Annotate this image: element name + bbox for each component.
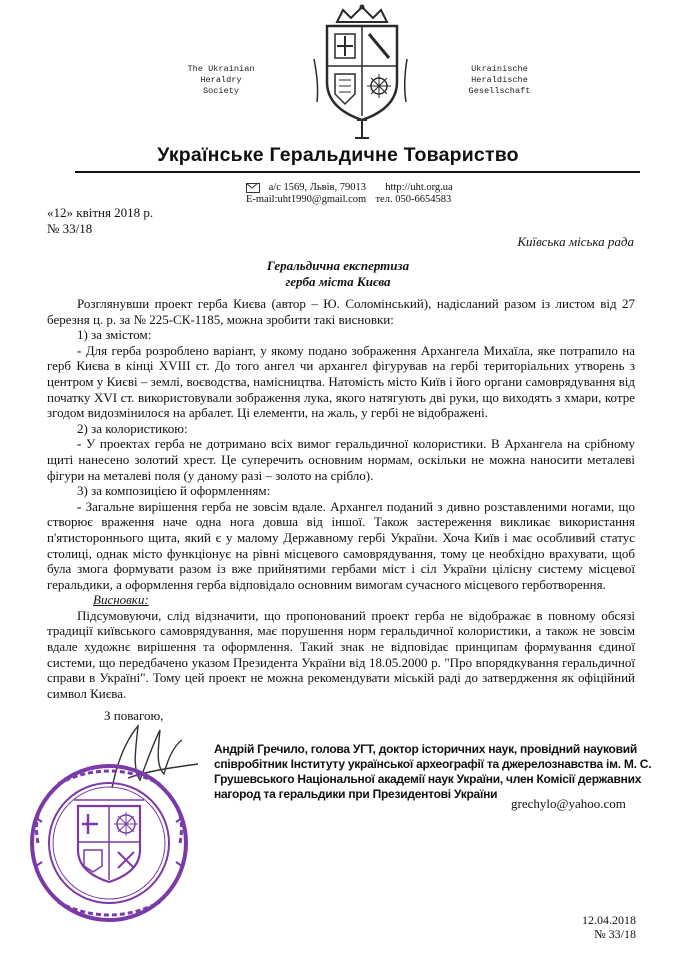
footer-date: 12.04.2018 <box>582 913 636 927</box>
section-3-heading: 3) за композицією й оформленням: <box>77 483 271 499</box>
letter-body <box>47 296 635 701</box>
org-title: Українське Геральдичне Товариство <box>157 144 519 166</box>
closing-regards: З повагою, <box>104 708 164 723</box>
footer-number: № 33/18 <box>594 927 636 941</box>
recipient: Київська міська рада <box>517 234 634 249</box>
contact-line-2 <box>246 193 526 206</box>
section-2-text: - У проектах герба не дотримано всіх вимог геральдичної колористики. В Архангела на срібному щиті нанесено золотий хрест. Це суперечить основним нормам, оскільки не можна наносити металеві фігури на металеві поля (у даному разі – золото на срібло). <box>47 436 635 483</box>
coat-of-arms-icon <box>313 4 411 140</box>
signer-email[interactable]: grechylo@yahoo.com <box>511 796 626 811</box>
document-title: Геральдична експертиза герба міста Києва <box>266 258 410 289</box>
section-1-heading: 1) за змістом: <box>77 327 152 343</box>
email-address[interactable]: E-mail:uht1990@gmail.com <box>246 194 367 205</box>
phone-number: тел. 050-6654583 <box>375 194 452 205</box>
org-name-german: Ukrainische Heraldische Gesellschaft <box>468 64 531 96</box>
conclusions-text: Підсумовуючи, слід відзначити, що пропонований проект герба не відображає в повному обсязі традиції київського самоврядування, має порушення норм геральдичної колористики, а також не зовсім вдале художнє вирішення та оформлення. Такий знак не відповідає принципам формування єдиної системи, що передбачено указом Президента України від 18.05.2000 р. "Про впорядкування геральдичної справи в Україні". Тому цей проект не можна рекомендувати міській раді до затвердження як офіційний символ Києва. <box>47 607 635 701</box>
website-link[interactable]: http://uht.org.ua <box>385 182 453 193</box>
intro-paragraph: Розглянувши проект герба Києва (автор – Ю. Соломінський), надісланий разом із листом від 27 березня ц. р. за № 225-СК-1185, можна зробити такі висновки: <box>47 296 635 327</box>
round-seal-stamp-icon <box>28 762 190 924</box>
header-divider <box>75 171 640 173</box>
letter-date: «12» квітня 2018 р. <box>47 205 154 220</box>
conclusions-heading: Висновки: <box>93 592 149 608</box>
section-1-text: - Для герба розроблено варіант, у якому подано зображення Архангела Михаїла, яке потрапило на герб Києва в кінці XVIII ст. До того ангел чи архангел фігурував на гербі територіальних утворень з центром у Києві – землі, воєводства, намісництва. Натомість місто Київ і його органи самоврядування від початку XVI ст. використовували зображення лука, якого натягують дві руки, що виходять з хмари, котре згодом видозмінилося на арбалет. Ці елементи, на жаль, у гербі не відображені. <box>47 342 635 421</box>
footer-reference <box>530 913 636 941</box>
section-3-text: - Загальне вирішення герба не зовсім вдале. Архангел поданий з дивно розставленими ногами, що створює враження наче одна нога довша від іншої. Також застереження викликає використання п'ятистороннього щита, який є у малому Державному гербі України. Хоча Київ і має особливий статус столиці, однак місто функціонує на рівні місцевого самоврядування, тому це необхідно врахувати, щоб була змога формувати разом із вже прийнятими гербами міст і сіл України цілісну систему місцевої геральдики, а оформлення герба відповідало основним вимогам сучасного місцевого герботворення. <box>47 498 635 592</box>
letter-number: № 33/18 <box>47 221 93 236</box>
section-2-heading: 2) за колористикою: <box>77 420 188 436</box>
org-name-english: The Ukrainian Heraldry Society <box>187 64 255 96</box>
postal-address: а/с 1569, Львів, 79013 <box>268 182 366 193</box>
envelope-icon <box>246 183 260 193</box>
signer-details: Андрій Гречило, голова УГТ, доктор історичних наук, провідний науковий співробітник Інституту української археографії та джерелознавства ім. М. С. Грушевського Національної академії наук України, член Комісії державних нагород та геральдики при Президентові України <box>214 742 652 801</box>
